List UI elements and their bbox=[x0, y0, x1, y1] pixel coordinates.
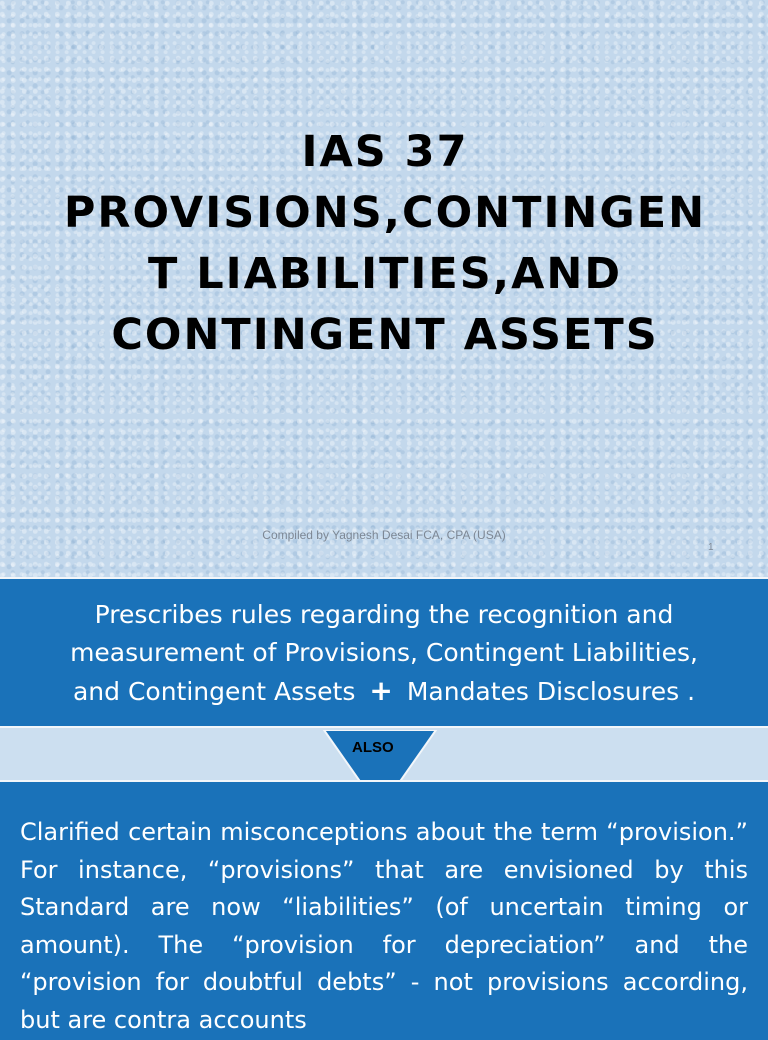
scope-line-2: measurement of Provisions, Contingent Liabilities, bbox=[70, 638, 698, 667]
scope-line-3-start: and Contingent Assets bbox=[72, 677, 356, 706]
footer-credit: Compiled by Yagnesh Desai FCA, CPA (USA) bbox=[262, 528, 506, 542]
clarification-text: Clarified certain misconceptions about the term “provision.” For instance, “provisions” that are envisioned by this Standard are now “liabilities” (of uncertain timing or amount). The “provision for depreciation” and the “provision for doubtful debts” - not provisions according, but are contra accounts bbox=[20, 818, 748, 1034]
clarification-box bbox=[0, 780, 768, 1040]
title-line-2: PROVISIONS,CONTINGEN bbox=[63, 188, 707, 238]
title-line-3: T LIABILITIES,AND bbox=[147, 249, 623, 299]
title-line-1: IAS 37 bbox=[301, 127, 469, 177]
slide-title bbox=[40, 122, 730, 366]
also-label: ALSO bbox=[352, 739, 394, 756]
scope-line-3-end: Mandates Disclosures . bbox=[406, 677, 696, 706]
title-line-4: CONTINGENT ASSETS bbox=[111, 310, 659, 360]
plus-icon: + bbox=[369, 674, 393, 707]
scope-line-1: Prescribes rules regarding the recognition and bbox=[94, 600, 674, 629]
scope-box bbox=[0, 577, 768, 728]
scope-line-3 bbox=[0, 672, 768, 711]
page-number: 1 bbox=[708, 542, 714, 553]
